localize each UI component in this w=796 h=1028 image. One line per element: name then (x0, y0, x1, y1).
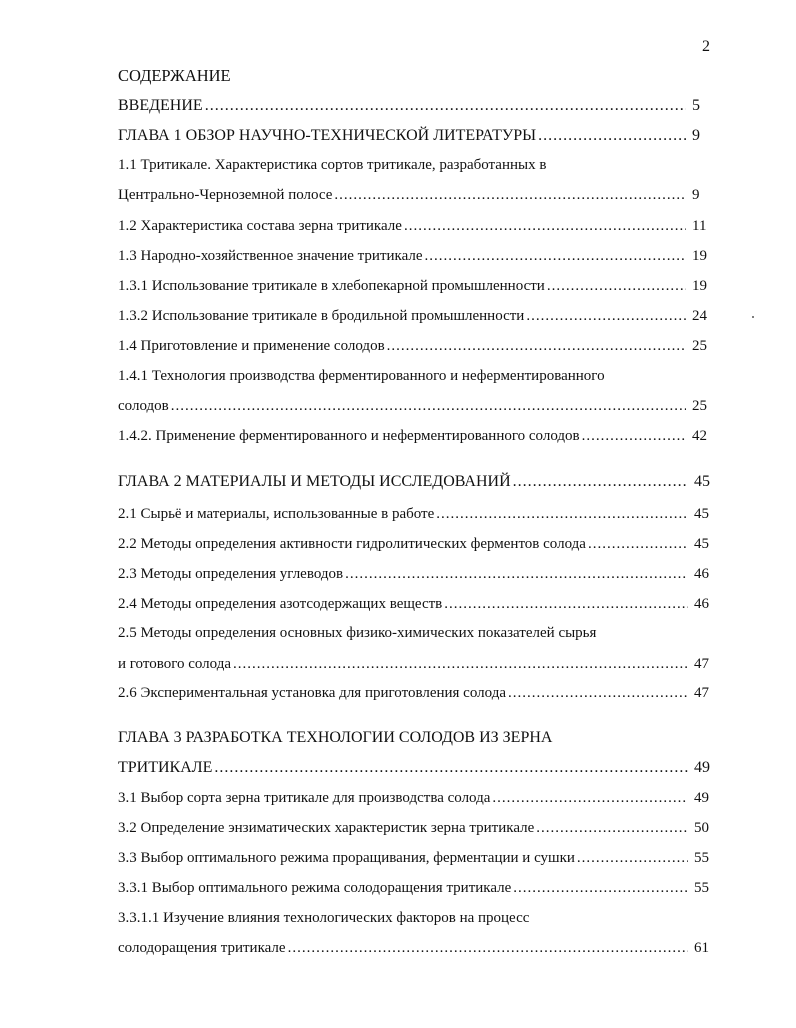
toc-entry-page: 25 (692, 338, 707, 354)
toc-entry (118, 474, 716, 490)
toc-entry-page: 45 (694, 473, 710, 490)
toc-entry-title: 3.2 Определение энзиматических характеристик зерна тритикале (118, 820, 535, 836)
toc-entry (118, 338, 714, 354)
leader-dots (334, 187, 686, 203)
toc-entry (118, 128, 714, 144)
toc-entry (118, 98, 714, 114)
toc-entry-page: 45 (694, 536, 709, 552)
leader-dots (492, 790, 688, 806)
leader-dots (404, 218, 686, 234)
leader-dots (345, 566, 688, 582)
toc-entry-title: ГЛАВА 1 ОБЗОР НАУЧНО-ТЕХНИЧЕСКОЙ ЛИТЕРАТУРЫ (118, 127, 537, 144)
toc-entry-title: 1.3 Народно-хозяйственное значение тритикале (118, 248, 423, 264)
toc-entry (118, 248, 714, 264)
toc-entry-page: 50 (694, 820, 709, 836)
toc-entry (118, 880, 716, 896)
leader-dots (582, 428, 686, 444)
toc-entry-page: 9 (692, 127, 700, 144)
toc-entry-page: 19 (692, 278, 707, 294)
toc-entry-line1: 2.5 Методы определения основных физико-химических показателей сырья (118, 625, 597, 641)
toc-entry (118, 820, 716, 836)
toc-entry (118, 278, 714, 294)
leader-dots (387, 338, 686, 354)
toc-entry (118, 596, 716, 612)
toc-entry (118, 625, 716, 672)
toc-entry-page: 45 (694, 506, 709, 522)
toc-entry-line1: 1.1 Тритикале. Характеристика сортов тритикале, разработанных в (118, 157, 547, 173)
toc-entry-title: 2.6 Экспериментальная установка для приготовления солода (118, 685, 506, 701)
leader-dots (588, 536, 688, 552)
toc-entry-title: ТРИТИКАЛЕ (118, 759, 213, 776)
toc-entry-title: 2.2 Методы определения активности гидролитических ферментов солода (118, 536, 586, 552)
leader-dots (436, 506, 688, 522)
toc-entry-title: солодов (118, 398, 169, 414)
toc-entry-title: 2.1 Сырьё и материалы, использованные в работе (118, 506, 435, 522)
toc-entry-page: 47 (694, 685, 709, 701)
toc-entry-page: 49 (694, 790, 709, 806)
toc-heading: СОДЕРЖАНИЕ (118, 66, 231, 85)
leader-dots (536, 820, 688, 836)
leader-dots (233, 656, 688, 672)
toc-entry-page: 5 (692, 97, 700, 114)
toc-entry-page: 9 (692, 187, 700, 203)
toc-entry (118, 910, 716, 956)
toc-entry-line1: 3.3.1.1 Изучение влияния технологических факторов на процесс (118, 910, 530, 926)
leader-dots (526, 308, 686, 324)
toc-entry-page: 49 (694, 759, 710, 776)
toc-entry (118, 157, 714, 203)
toc-entry-title: 3.3 Выбор оптимального режима проращивания, ферментации и сушки (118, 850, 575, 866)
toc-entry-page: 25 (692, 398, 707, 414)
leader-dots (513, 474, 688, 490)
toc-entry (118, 566, 716, 582)
page-number: 2 (702, 38, 710, 55)
toc-entry-title: 1.3.1 Использование тритикале в хлебопекарной промышленности (118, 278, 545, 294)
toc-entry (118, 685, 716, 701)
toc-entry-title: и готового солода (118, 656, 232, 672)
leader-dots (205, 98, 686, 114)
toc-entry (118, 506, 716, 522)
toc-entry-title: Центрально-Черноземной полосе (118, 187, 333, 203)
toc-entry-page: 46 (694, 566, 709, 582)
toc-entry-page: 19 (692, 248, 707, 264)
toc-entry-title: 1.3.2 Использование тритикале в бродильной промышленности (118, 308, 525, 324)
toc-entry (118, 428, 714, 444)
leader-dots (577, 850, 688, 866)
toc-entry-line1: 1.4.1 Технология производства ферментированного и неферментированного (118, 368, 605, 384)
toc-entry-page: 42 (692, 428, 707, 444)
toc-entry-page: 46 (694, 596, 709, 612)
leader-dots (444, 596, 688, 612)
leader-dots (425, 248, 686, 264)
toc-entry (118, 850, 716, 866)
toc-entry-title: ГЛАВА 2 МАТЕРИАЛЫ И МЕТОДЫ ИССЛЕДОВАНИЙ (118, 473, 511, 490)
toc-entry-title: 1.2 Характеристика состава зерна тритикале (118, 218, 402, 234)
toc-entry-title: 1.4 Приготовление и применение солодов (118, 338, 385, 354)
toc-entry (118, 536, 716, 552)
toc-entry-title: 2.4 Методы определения азотсодержащих веществ (118, 596, 443, 612)
toc-entry-page: 47 (694, 656, 709, 672)
toc-entry-page: 55 (694, 850, 709, 866)
leader-dots (538, 128, 686, 144)
leader-dots (547, 278, 686, 294)
leader-dots (171, 398, 686, 414)
toc-entry-title: ВВЕДЕНИЕ (118, 97, 203, 114)
leader-dots (288, 940, 688, 956)
toc-entry-line1: ГЛАВА 3 РАЗРАБОТКА ТЕХНОЛОГИИ СОЛОДОВ ИЗ ЗЕРНА (118, 729, 553, 746)
leader-dots (508, 685, 688, 701)
toc-entry (118, 218, 714, 234)
leader-dots (513, 880, 688, 896)
toc-entry (118, 790, 716, 806)
toc-entry-page: 24 (692, 308, 707, 324)
toc-entry-title: 2.3 Методы определения углеводов (118, 566, 344, 582)
toc-entry-title: солодоращения тритикале (118, 940, 286, 956)
toc-entry-page: 55 (694, 880, 709, 896)
toc-entry-page: 61 (694, 940, 709, 956)
toc-entry-page: 11 (692, 218, 707, 234)
toc-entry-title: 1.4.2. Применение ферментированного и неферментированного солодов (118, 428, 580, 444)
scan-speck (752, 316, 754, 318)
toc-entry-title: 3.1 Выбор сорта зерна тритикале для производства солода (118, 790, 491, 806)
toc-entry (118, 730, 716, 776)
leader-dots (214, 760, 688, 776)
toc-entry (118, 368, 714, 414)
toc-entry-title: 3.3.1 Выбор оптимального режима солодоращения тритикале (118, 880, 512, 896)
toc-entry (118, 308, 714, 324)
